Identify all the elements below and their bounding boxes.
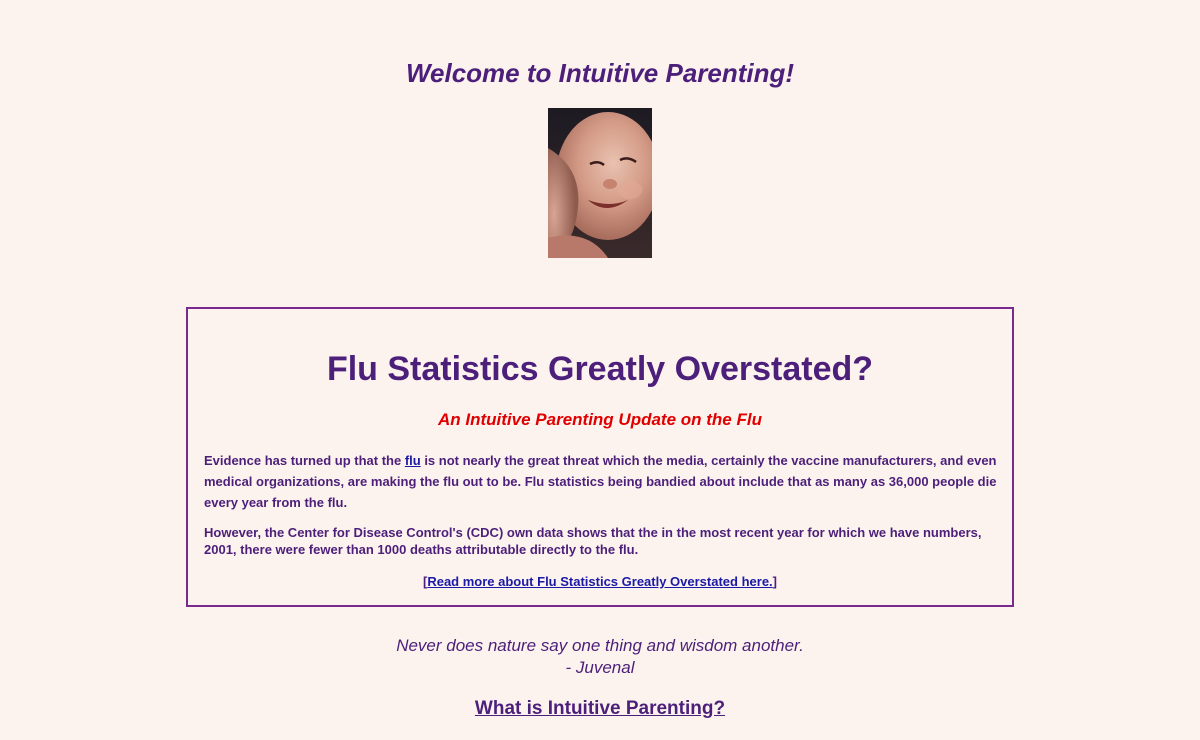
news-paragraph-2: However, the Center for Disease Control's (CDC) own data shows that the in the most recent year for which we have numbers, 2001, there were fewer than 1000 deaths attributable directly to the flu. [204, 525, 982, 557]
what-is-heading [0, 696, 1200, 722]
baby-photo [548, 108, 652, 258]
read-more-link[interactable]: Read more about Flu Statistics Greatly Overstated here. [427, 574, 773, 589]
news-box [186, 307, 1014, 607]
quote-author: - Juvenal [565, 658, 635, 677]
news-paragraph-1-body: is not nearly the great threat which the media, certainly the vaccine manufacturers, and even medical organizations, are making the flu out to be. Flu statistics being bandied about include that as many as 36,000 people die every year from the flu. [204, 453, 997, 510]
flu-link[interactable]: flu [404, 453, 421, 468]
read-more-open-bracket: [ [422, 574, 428, 589]
quote-text: Never does nature say one thing and wisdom another. [396, 636, 804, 655]
news-subtitle: An Intuitive Parenting Update on the Flu [438, 410, 762, 429]
news-paragraph-1-intro: Evidence has turned up that the [204, 453, 405, 468]
what-is-intuitive-parenting-link[interactable]: What is Intuitive Parenting? [474, 698, 726, 719]
page-title: Welcome to Intuitive Parenting! [405, 58, 795, 88]
news-paragraph-1 [204, 450, 1000, 513]
news-heading: Flu Statistics Greatly Overstated? [326, 350, 874, 388]
read-more [188, 573, 1012, 591]
quote-block [0, 635, 1200, 679]
read-more-close-bracket: ] [772, 574, 778, 589]
